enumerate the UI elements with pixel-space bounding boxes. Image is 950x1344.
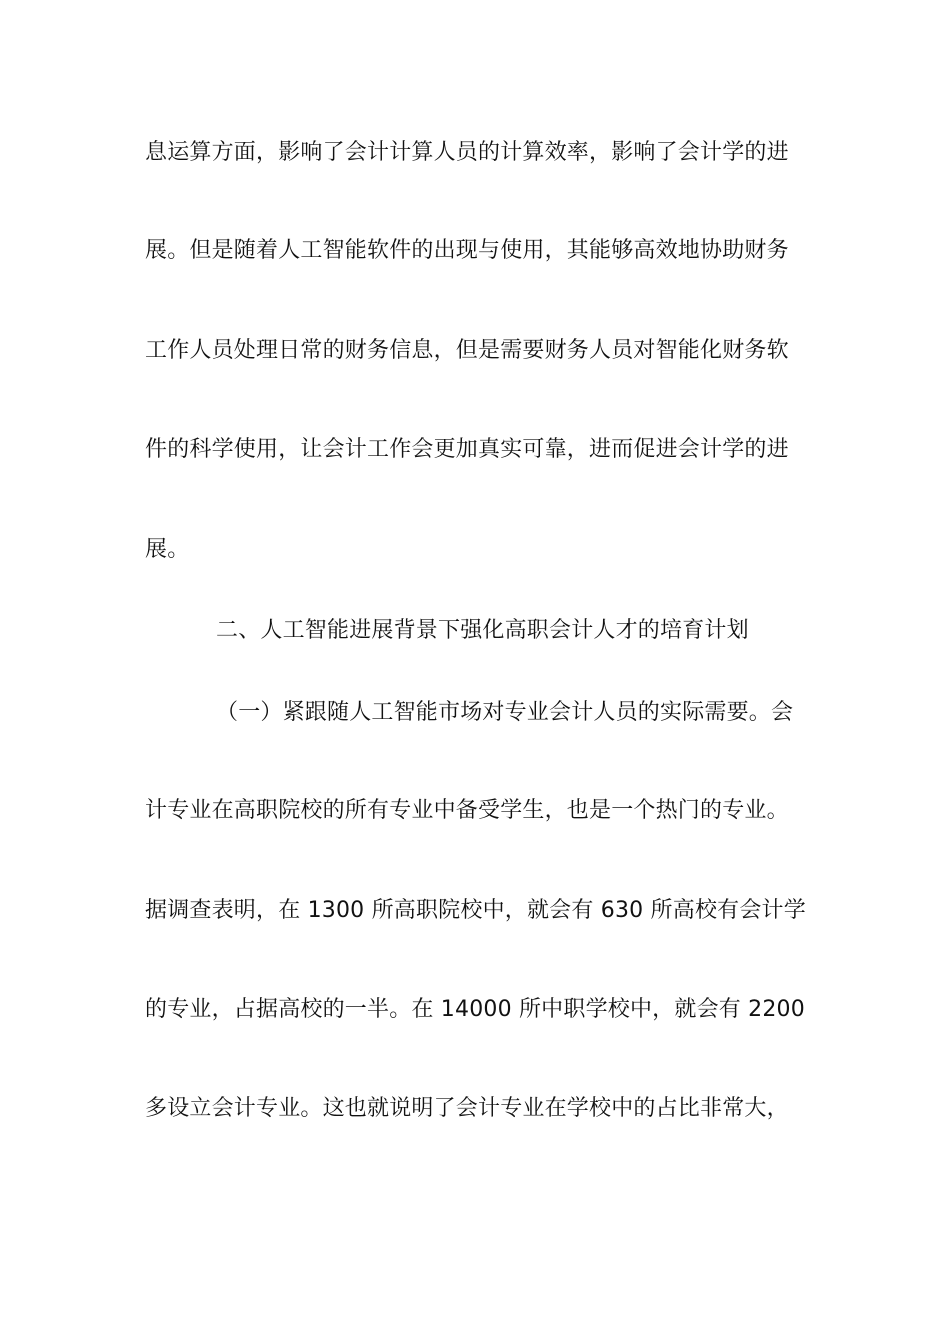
body-text-line: 件的科学使用，让会计工作会更加真实可靠，进而促进会计学的进 — [145, 437, 789, 462]
body-text-line: 展。但是随着人工智能软件的出现与使用，其能够高效地协助财务 — [145, 238, 789, 263]
section-heading: 二、人工智能进展背景下强化高职会计人才的培育计划 — [216, 618, 749, 643]
body-text-line: 息运算方面，影响了会计计算人员的计算效率，影响了会计学的进 — [145, 140, 789, 165]
body-text-line: 多设立会计专业。这也就说明了会计专业在学校中的占比非常大， — [145, 1096, 789, 1121]
subsection-heading-line: （一）紧跟随人工智能市场对专业会计人员的实际需要。会 — [216, 700, 794, 725]
body-text-line: 工作人员处理日常的财务信息，但是需要财务人员对智能化财务软 — [145, 338, 789, 363]
body-text-line: 展。 — [145, 537, 190, 562]
body-text-line: 据调查表明，在 1300 所高职院校中，就会有 630 所高校有会计学 — [145, 898, 806, 923]
body-text-line: 计专业在高职院校的所有专业中备受学生，也是一个热门的专业。 — [145, 798, 789, 823]
body-text-line: 的专业，占据高校的一半。在 14000 所中职学校中，就会有 2200 — [145, 997, 805, 1022]
